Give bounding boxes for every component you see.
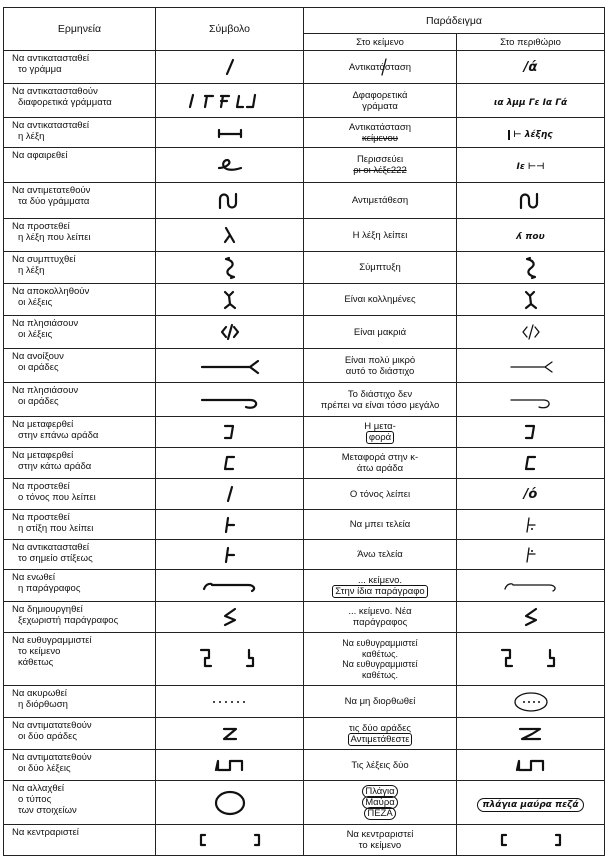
text-example-cell — [304, 252, 457, 284]
symbol-cell — [156, 448, 304, 479]
move-down-mark — [521, 453, 541, 473]
meaning-cell — [4, 383, 156, 417]
text-example-cell — [304, 183, 457, 219]
text-line: Μεταφορά στην κ- — [341, 452, 419, 463]
text-example-cell — [304, 448, 457, 479]
meaning-line: η λέξη — [18, 131, 45, 142]
text-example-cell — [304, 510, 457, 540]
move-up-mark — [521, 422, 541, 442]
meaning-cell — [4, 219, 156, 252]
delete-loop-mark — [215, 156, 245, 174]
meaning-line: Να αφαιρεθεί — [12, 150, 68, 161]
text-example-cell — [304, 316, 457, 349]
margin-example-cell: /ό — [457, 479, 605, 510]
join-paragraph-mark — [501, 577, 561, 595]
text-line: ... κείμενο. — [357, 574, 403, 586]
meaning-line: Να αντιμετατεθούν — [12, 185, 91, 196]
transpose-letters-mark — [516, 190, 546, 212]
open-lines-mark — [198, 357, 262, 375]
symbol-cell — [156, 718, 304, 750]
meaning-line: Να ευθυγραμμιστεί — [12, 635, 92, 646]
meaning-cell — [4, 570, 156, 602]
margin-mark: ια λμμ Γε Ια Γά — [493, 97, 568, 108]
table-row — [4, 417, 605, 448]
text-line: Περισσεύει — [356, 154, 404, 165]
text-line: παράγραφος — [352, 617, 408, 628]
margin-example-cell — [457, 252, 605, 284]
meaning-line: Να προστεθεί — [12, 221, 70, 232]
text-line: πρέπει να είναι τόσο μεγάλο — [320, 399, 440, 411]
text-example-cell — [304, 284, 457, 316]
text-line: Μαύρα — [362, 796, 398, 809]
meaning-line: οι αράδες — [18, 396, 59, 407]
text-line: Άνω τελεία — [357, 549, 403, 560]
meaning-line: Να αντικατασταθεί — [12, 53, 89, 64]
text-line: το κείμενο — [358, 840, 402, 851]
meaning-cell — [4, 252, 156, 284]
transpose-lines-mark — [218, 724, 242, 744]
symbol-cell — [156, 51, 304, 84]
table-row — [4, 349, 605, 383]
text-example-cell — [304, 417, 457, 448]
meaning-line: στην κάτω αράδα — [18, 461, 92, 472]
table-row — [4, 148, 605, 183]
meaning-cell — [4, 718, 156, 750]
period-mark — [220, 515, 240, 535]
margin-example-cell — [457, 510, 605, 540]
text-line: Πλάγια — [362, 785, 397, 798]
margin-mark: λέξης — [524, 129, 553, 140]
meaning-cell — [4, 602, 156, 633]
text-example-cell — [304, 219, 457, 252]
margin-example-cell — [457, 417, 605, 448]
symbol-cell — [156, 750, 304, 781]
punctuation-mark — [521, 545, 541, 565]
text-example-cell — [304, 349, 457, 383]
text-line: Να μπει τελεία — [349, 519, 411, 530]
symbol-cell — [156, 825, 304, 856]
table-row — [4, 252, 605, 284]
margin-example-cell — [457, 750, 605, 781]
text-line: Στην ίδια παράγραφο — [332, 585, 427, 598]
transpose-lines-mark — [514, 724, 548, 744]
text-example-cell — [304, 118, 457, 148]
meaning-cell — [4, 686, 156, 718]
margin-example-cell — [457, 718, 605, 750]
table-row — [4, 825, 605, 856]
meaning-cell — [4, 284, 156, 316]
margin-example-cell: ⊢ λέξης — [457, 118, 605, 148]
text-line: αυτό το διάστιχο — [345, 365, 415, 377]
text-example-cell — [304, 479, 457, 510]
margin-example-cell — [457, 781, 605, 825]
table-row — [4, 602, 605, 633]
meaning-line: τα δύο γράμματα — [18, 196, 90, 207]
transpose-words-mark — [513, 756, 549, 774]
meaning-line: Να μεταφερθεί — [12, 450, 74, 461]
meaning-line: η λέξη που λείπει — [18, 232, 91, 243]
meaning-line: Να αλλαχθεί — [12, 783, 64, 794]
header-in-margin: Στο περιθώριο — [457, 34, 605, 51]
margin-example-cell — [457, 448, 605, 479]
meaning-line: Να αντιματατεθούν — [12, 752, 92, 763]
align-vertical-mark — [496, 646, 566, 672]
meaning-line: Να πλησιάσουν — [12, 385, 79, 396]
meaning-line: Να ακυρωθεί — [12, 688, 67, 699]
symbol-cell — [156, 540, 304, 570]
margin-mark: πλάγια μαύρα πεζά — [477, 798, 583, 812]
text-example-cell — [304, 781, 457, 825]
margin-example-cell: /ά — [457, 51, 605, 84]
header-in-text: Στο κείμενο — [304, 34, 457, 51]
meaning-cell — [4, 540, 156, 570]
meaning-cell — [4, 510, 156, 540]
text-line: Τις λέξεις δύο — [351, 759, 409, 771]
symbol-cell — [156, 781, 304, 825]
meaning-line: Να συμπτυχθεί — [12, 254, 76, 265]
symbol-cell — [156, 417, 304, 448]
symbol-cell — [156, 602, 304, 633]
meaning-line: η διόρθωση — [18, 699, 68, 710]
text-line: Ο τόνος λείπει — [349, 488, 411, 500]
meaning-line: το γράμμα — [18, 64, 62, 75]
meaning-cell — [4, 118, 156, 148]
text-line: Η λέξη λείπει — [352, 229, 408, 241]
header-example: Παράδειγμα — [304, 8, 605, 34]
meaning-line: οι αράδες — [18, 362, 59, 373]
margin-example-cell — [457, 84, 605, 118]
meaning-line: Να ενωθεί — [12, 572, 56, 583]
new-paragraph-mark — [521, 606, 541, 628]
bracket-line-mark — [215, 125, 245, 141]
symbol-cell — [156, 633, 304, 686]
margin-example-cell: ʎ που — [457, 219, 605, 252]
meaning-line: Να αντιματατεθούν — [12, 720, 92, 731]
table-row — [4, 750, 605, 781]
symbol-cell — [156, 479, 304, 510]
meaning-cell — [4, 781, 156, 825]
table-row — [4, 448, 605, 479]
margin-example-cell — [457, 540, 605, 570]
symbol-cell — [156, 252, 304, 284]
meaning-cell — [4, 183, 156, 219]
move-down-mark — [220, 453, 240, 473]
text-line: Να κεντραριστεί — [346, 829, 414, 840]
center-brackets-mark — [496, 831, 566, 849]
meaning-line: οι λέξεις — [18, 297, 53, 308]
close-up-mark — [521, 256, 541, 280]
different-letters-marks — [185, 91, 275, 111]
stet-circle-mark — [511, 691, 551, 713]
text-line: τις δύο αράδες — [349, 722, 411, 734]
margin-example-cell — [457, 183, 605, 219]
meaning-line: Να μεταφερθεί — [12, 419, 74, 430]
text-line: καθέτως. — [362, 669, 398, 680]
header-meaning: Ερμηνεία — [4, 8, 156, 51]
join-paragraph-mark — [200, 577, 260, 595]
table-row — [4, 118, 605, 148]
margin-mark: Ιε — [516, 162, 525, 172]
symbol-cell — [156, 383, 304, 417]
symbol-cell — [156, 183, 304, 219]
meaning-line: Να κεντραριστεί — [12, 827, 79, 838]
margin-example-cell — [457, 383, 605, 417]
table-row — [4, 219, 605, 252]
meaning-cell — [4, 316, 156, 349]
meaning-line: η λέξη — [18, 265, 45, 276]
table-row — [4, 51, 605, 84]
meaning-line: Να αντικατασταθεί — [12, 542, 89, 553]
meaning-line: Να πλησιάσουν — [12, 318, 79, 329]
symbol-cell — [156, 316, 304, 349]
table-row — [4, 284, 605, 316]
text-line: Είναι μακριά — [353, 326, 407, 338]
meaning-cell — [4, 417, 156, 448]
table-row — [4, 781, 605, 825]
meaning-line: Να ανοίξουν — [12, 351, 64, 362]
text-example-cell — [304, 540, 457, 570]
text-example-cell — [304, 148, 457, 183]
table-row — [4, 686, 605, 718]
table-row — [4, 510, 605, 540]
close-lines-mark — [198, 390, 262, 410]
margin-mark: ό — [528, 487, 538, 502]
margin-example-cell — [457, 349, 605, 383]
text-example-cell — [304, 602, 457, 633]
margin-example-cell — [457, 602, 605, 633]
text-line: ΠΕΖΑ — [364, 807, 395, 820]
text-line: Σύμπτυξη — [359, 262, 401, 273]
text-line: Αντιμετάθεση — [351, 195, 409, 206]
meaning-line: Να αντικατασταθούν — [12, 86, 98, 97]
align-vertical-mark — [195, 646, 265, 672]
margin-mark: που — [525, 232, 545, 242]
meaning-cell — [4, 349, 156, 383]
symbol-cell — [156, 570, 304, 602]
symbol-cell — [156, 148, 304, 183]
separate-mark — [220, 288, 240, 312]
margin-example-cell — [457, 825, 605, 856]
text-line: καθέτως. — [362, 648, 398, 659]
meaning-line: Να προστεθεί — [12, 512, 70, 523]
meaning-line: στην επάνω αράδα — [18, 430, 99, 441]
text-line: Να ευθυγραμμιστεί — [342, 638, 418, 648]
meaning-line: οι δύο λέξεις — [18, 763, 71, 774]
meaning-line: Να προστεθεί — [12, 481, 70, 492]
text-example-cell — [304, 718, 457, 750]
text-line: Να ευθυγραμμιστεί — [342, 659, 418, 669]
slash-mark — [220, 57, 240, 77]
text-line: γράματα — [362, 100, 398, 112]
text-example-cell — [304, 570, 457, 602]
slash-mark — [220, 484, 240, 504]
header-symbol: Σύμβολο — [156, 8, 304, 51]
margin-example-cell — [457, 633, 605, 686]
meaning-cell — [4, 84, 156, 118]
symbol-cell — [156, 349, 304, 383]
text-example-cell — [304, 686, 457, 718]
center-brackets-mark — [195, 831, 265, 849]
period-mark — [521, 515, 541, 535]
transpose-letters-mark — [215, 190, 245, 212]
text-line: Το διάστιχο δεν — [347, 388, 413, 400]
margin-example-cell — [457, 316, 605, 349]
text-line: κείμενου — [361, 132, 399, 144]
proofreading-marks-table — [3, 7, 605, 856]
close-up-mark — [220, 256, 240, 280]
meaning-line: Να αποκολληθούν — [12, 286, 90, 297]
text-line: Είναι κολλημένες — [344, 294, 416, 305]
text-example-cell — [304, 84, 457, 118]
meaning-line: διαφορετικά γράμματα — [18, 97, 112, 108]
symbol-cell — [156, 84, 304, 118]
symbol-cell — [156, 686, 304, 718]
text-example-cell — [304, 51, 457, 84]
meaning-line: οι δύο αράδες — [18, 731, 77, 742]
text-line: άτω αράδα — [356, 463, 404, 474]
margin-example-cell — [457, 570, 605, 602]
symbol-cell — [156, 219, 304, 252]
punctuation-mark — [220, 545, 240, 565]
meaning-line: Να αντικατασταθεί — [12, 120, 89, 131]
table-row — [4, 479, 605, 510]
meaning-line: ο τύπος — [18, 794, 52, 805]
meaning-line: κάθετως — [18, 657, 54, 668]
font-change-circle-mark — [210, 789, 250, 817]
text-example-cell — [304, 825, 457, 856]
meaning-line: η στίξη που λείπει — [18, 523, 94, 534]
meaning-line: ξεχωριστή παράγραφος — [18, 615, 119, 626]
meaning-cell — [4, 51, 156, 84]
open-lines-mark — [507, 357, 555, 375]
meaning-cell — [4, 750, 156, 781]
margin-mark: ά — [528, 60, 538, 75]
text-line: Αντικατάσταση — [348, 61, 412, 73]
margin-example-cell — [457, 686, 605, 718]
transpose-words-mark — [212, 756, 248, 774]
text-example-cell — [304, 383, 457, 417]
meaning-line: Να δημιουργηθεί — [12, 604, 83, 615]
text-line: ρι οι λέξε222 — [353, 165, 407, 176]
close-lines-mark — [507, 390, 555, 410]
stet-dots-mark — [210, 697, 250, 707]
meaning-line: ο τόνος που λείπει — [18, 492, 96, 503]
close-space-mark — [218, 323, 242, 341]
table-row — [4, 316, 605, 349]
meaning-line: το κείμενο — [18, 646, 61, 657]
separate-mark — [521, 288, 541, 312]
new-paragraph-mark — [220, 606, 240, 628]
meaning-cell — [4, 148, 156, 183]
text-line: Αντιμετάθεστε — [348, 733, 413, 746]
meaning-line: η παράγραφος — [18, 583, 81, 594]
text-line: Αντικατάσταση — [348, 121, 412, 133]
text-line: Είναι πολύ μικρό — [344, 354, 416, 366]
table-row — [4, 183, 605, 219]
text-line: Να μη διορθωθεί — [344, 696, 416, 707]
text-line: Δφαφορετικά — [352, 89, 408, 101]
table-row — [4, 540, 605, 570]
symbol-cell — [156, 118, 304, 148]
close-space-mark — [519, 323, 543, 341]
meaning-cell — [4, 825, 156, 856]
symbol-cell — [156, 284, 304, 316]
table-row — [4, 383, 605, 417]
symbol-cell — [156, 510, 304, 540]
table-row — [4, 84, 605, 118]
caret-insert-mark — [220, 225, 240, 245]
meaning-line: το σημείο στίξεως — [18, 553, 93, 564]
text-example-cell — [304, 633, 457, 686]
text-example-cell — [304, 750, 457, 781]
table-row — [4, 718, 605, 750]
meaning-cell — [4, 633, 156, 686]
table-row — [4, 570, 605, 602]
table-row — [4, 633, 605, 686]
margin-example-cell — [457, 284, 605, 316]
meaning-cell — [4, 479, 156, 510]
text-line: φορά — [366, 431, 394, 444]
text-line: ... κείμενο. Νέα — [348, 606, 412, 617]
text-line: Η μετα- — [364, 421, 396, 432]
meaning-line: οι λέξεις — [18, 329, 53, 340]
move-up-mark — [220, 422, 240, 442]
meaning-line: των στοιχείων — [18, 805, 77, 816]
margin-example-cell: Ιε ⊢⊣ — [457, 148, 605, 183]
meaning-cell — [4, 448, 156, 479]
